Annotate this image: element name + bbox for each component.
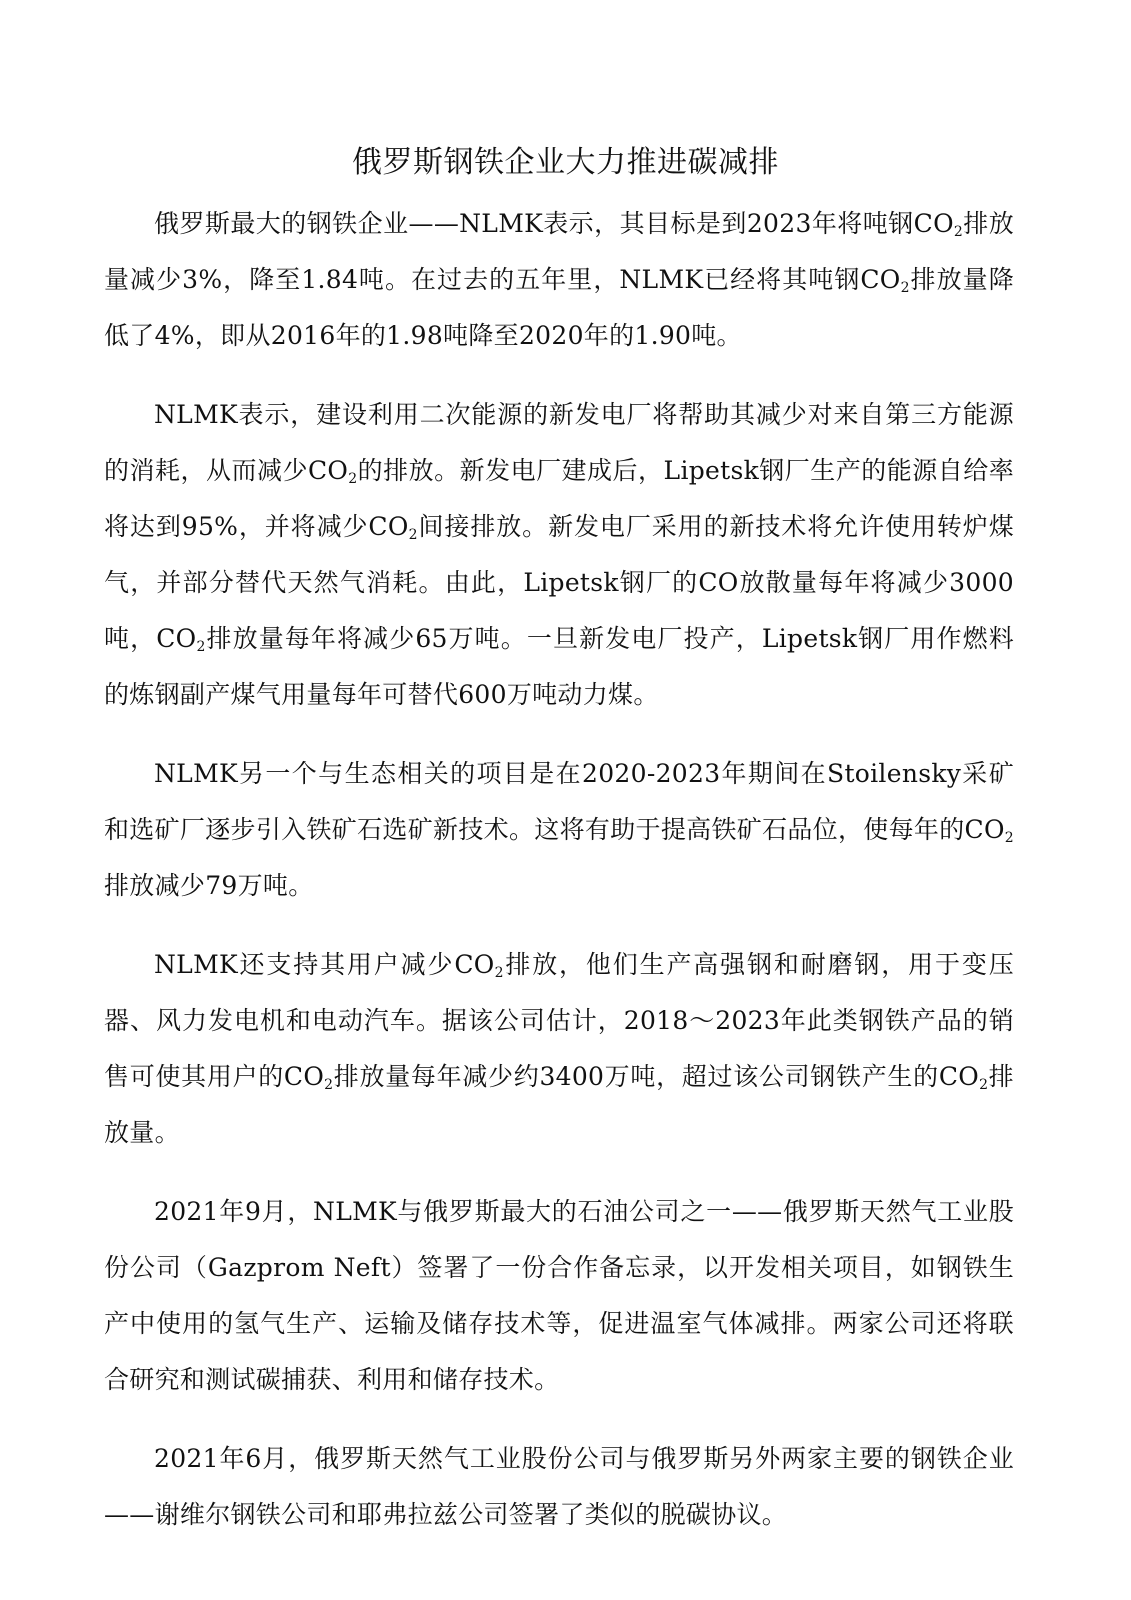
- subscript: 2: [953, 224, 964, 240]
- paragraph-3: [104, 746, 1014, 914]
- text-segment: NLMK还支持其用户减少CO: [154, 950, 495, 979]
- text-segment: 间接排放。新发电厂采用的新技术将允许使用转炉煤气，并部分替代天然气消耗。由此，Lipetsk钢厂的CO放散量每年将减少3000吨，CO: [104, 512, 1014, 653]
- subscript: 2: [900, 280, 910, 296]
- text-segment: 的排放。新发电厂建成后，Lipetsk钢厂生产的能源自给率将达到95%，并将减少CO: [104, 456, 1015, 541]
- subscript: 2: [494, 965, 504, 981]
- paragraph-1: [104, 196, 1014, 364]
- text-segment: 2021年6月，俄罗斯天然气工业股份公司与俄罗斯另外两家主要的钢铁企业——谢维尔钢铁公司和耶弗拉兹公司签署了类似的脱碳协议。: [104, 1444, 1014, 1529]
- paragraph-5: [104, 1184, 1014, 1408]
- paragraph-4: [104, 937, 1014, 1161]
- paragraph-6: [104, 1431, 1014, 1543]
- text-segment: 排放量每年减少约3400万吨，超过该公司钢铁产生的CO: [333, 1062, 980, 1091]
- text-segment: NLMK表示，建设利用二次能源的新发电厂将帮助其减少对来自第三方能源的消耗，从而减少CO: [104, 400, 1014, 485]
- subscript: 2: [1004, 830, 1014, 846]
- subscript: 2: [196, 639, 206, 655]
- paragraph-2: [104, 387, 1014, 723]
- text-segment: NLMK另一个与生态相关的项目是在2020-2023年期间在Stoilensky采矿和选矿厂逐步引入铁矿石选矿新技术。这将有助于提高铁矿石品位，使每年的CO: [104, 759, 1014, 844]
- subscript: 2: [324, 1077, 334, 1093]
- document-title: 俄罗斯钢铁企业大力推进碳减排: [352, 145, 779, 180]
- subscript: 2: [408, 527, 418, 543]
- text-segment: 排放量。: [104, 1062, 1014, 1147]
- text-segment: 排放量降低了4%，即从2016年的1.98吨降至2020年的1.90吨。: [104, 265, 1015, 350]
- text-segment: 排放量每年将减少65万吨。一旦新发电厂投产，Lipetsk钢厂用作燃料的炼钢副产煤气用量每年可替代600万吨动力煤。: [104, 624, 1015, 709]
- document-body: [104, 196, 1014, 1566]
- subscript: 2: [979, 1077, 989, 1093]
- text-segment: 2021年9月，NLMK与俄罗斯最大的石油公司之一——俄罗斯天然气工业股份公司（Gazprom Neft）签署了一份合作备忘录，以开发相关项目，如钢铁生产中使用的氢气生产、运输及储存技术等，促进温室气体减排。两家公司还将联合研究和测试碳捕获、利用和储存技术。: [104, 1197, 1014, 1394]
- text-segment: 排放减少79万吨。: [104, 871, 314, 900]
- text-segment: 排放量减少3%，降至1.84吨。在过去的五年里，NLMK已经将其吨钢CO: [104, 209, 1014, 294]
- text-segment: 排放，他们生产高强钢和耐磨钢，用于变压器、风力发电机和电动汽车。据该公司估计，2018～2023年此类钢铁产品的销售可使其用户的CO: [104, 950, 1015, 1091]
- text-segment: 俄罗斯最大的钢铁企业——NLMK表示，其目标是到2023年将吨钢CO: [154, 209, 954, 238]
- subscript: 2: [348, 471, 358, 487]
